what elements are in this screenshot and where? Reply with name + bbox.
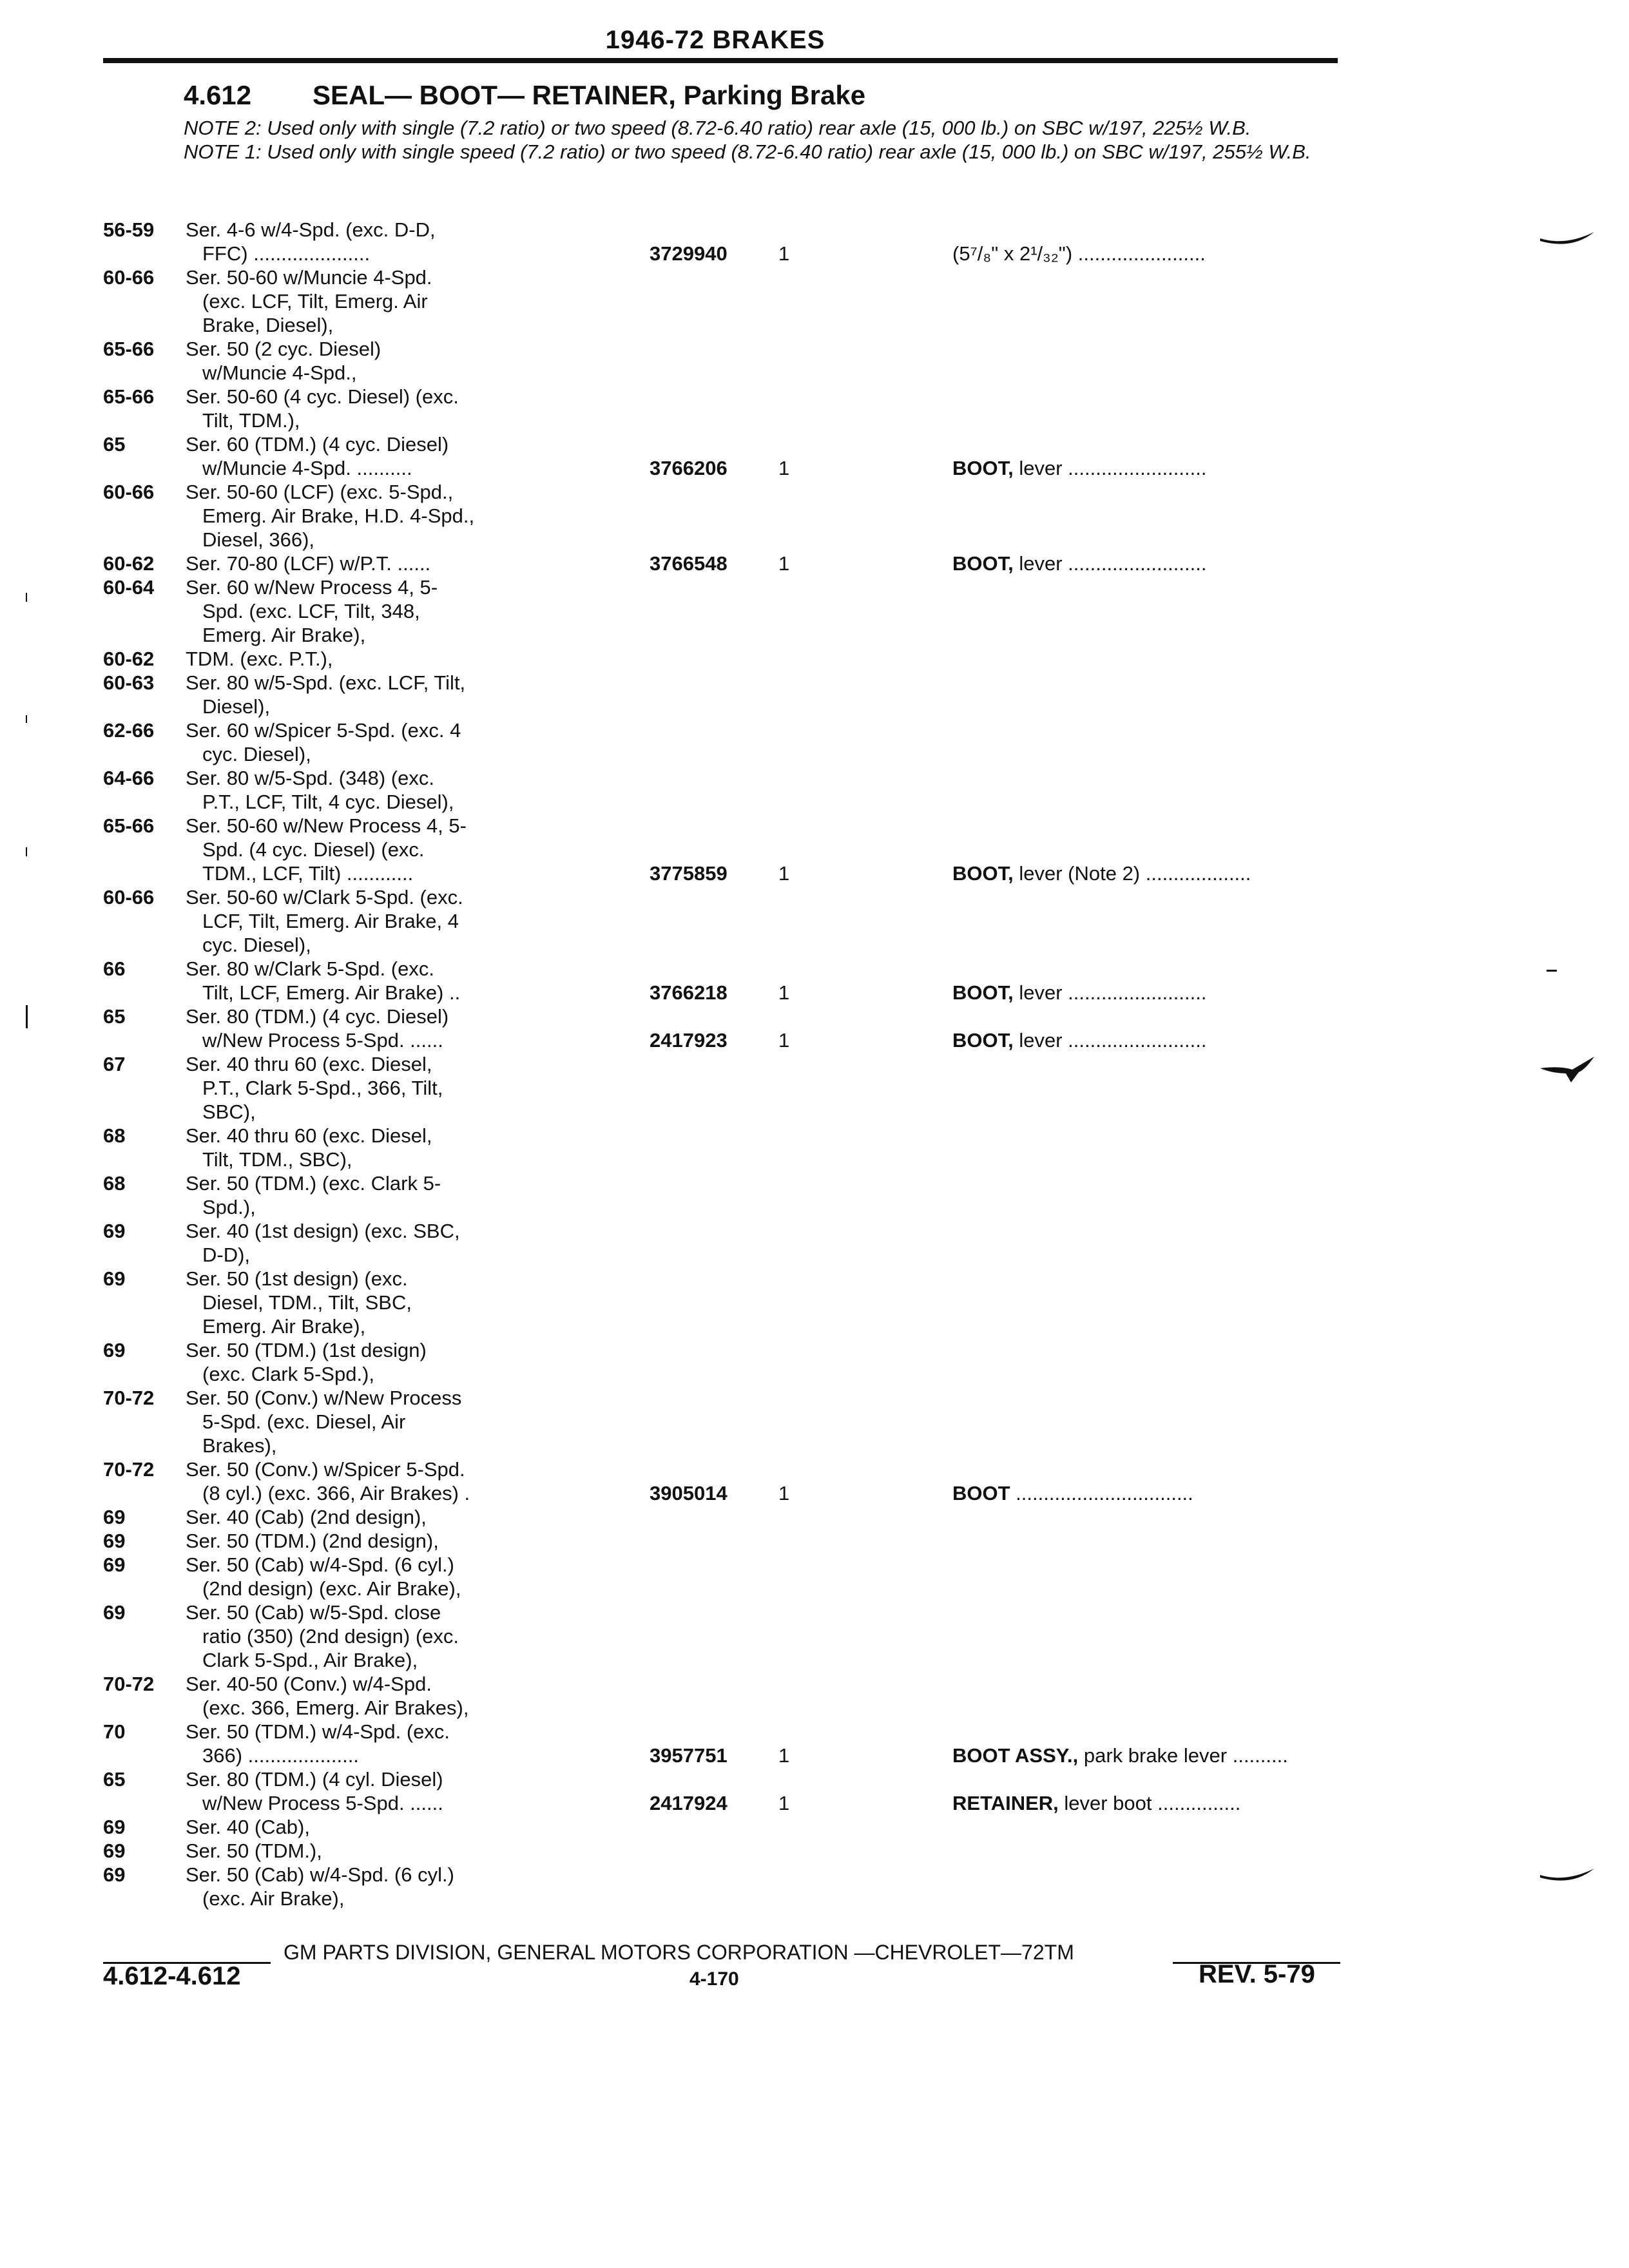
- application-line: Ser. 50 (TDM.) (exc. Clark 5-: [186, 1172, 441, 1195]
- application-line: Ser. 50 (TDM.) w/4-Spd. (exc.: [186, 1720, 450, 1743]
- application-line: Diesel, TDM., Tilt, SBC,: [202, 1291, 412, 1314]
- header-rule: [103, 58, 1338, 63]
- row-part-number: 3766206: [650, 457, 728, 479]
- description-keyword: BOOT,: [952, 981, 1014, 1004]
- row-years: 69: [103, 1267, 126, 1290]
- row-application: [186, 1457, 637, 1505]
- application-line: SBC),: [202, 1100, 256, 1123]
- footer-section-range: 4.612-4.612: [103, 1962, 241, 1990]
- description-keyword: BOOT ASSY.,: [952, 1744, 1079, 1767]
- row-description: [952, 242, 1347, 265]
- row-application: [186, 1219, 637, 1267]
- row-application: [186, 814, 637, 885]
- description-keyword: BOOT,: [952, 457, 1014, 479]
- row-application: [186, 718, 637, 766]
- table-row: [103, 1052, 1347, 1124]
- table-row: [103, 218, 1347, 265]
- row-application: [186, 1505, 637, 1529]
- application-line: Ser. 80 w/5-Spd. (exc. LCF, Tilt,: [186, 671, 466, 694]
- application-line: Ser. 40 (1st design) (exc. SBC,: [186, 1220, 460, 1242]
- table-row: [103, 814, 1347, 885]
- note-1: NOTE 1: Used only with single speed (7.2 ratio) or two speed (8.72-6.40 ratio) rear axle (15, 000 lb.) on SBC w/197, 255½ W.B.: [184, 140, 1311, 163]
- row-application: [186, 1004, 637, 1052]
- description-text: ................................: [1010, 1482, 1193, 1504]
- application-line: 366) ....................: [202, 1744, 359, 1767]
- application-line: Ser. 60 w/Spicer 5-Spd. (exc. 4: [186, 719, 461, 742]
- table-row: [103, 1815, 1347, 1839]
- description-keyword: BOOT,: [952, 862, 1014, 885]
- description-text: lever .........................: [1013, 981, 1207, 1004]
- row-application: [186, 1839, 637, 1863]
- row-application: [186, 957, 637, 1004]
- row-years: 66: [103, 957, 126, 980]
- row-years: 69: [103, 1553, 126, 1576]
- row-application: [186, 552, 637, 575]
- application-line: w/Muncie 4-Spd. ..........: [202, 457, 412, 479]
- row-quantity: 1: [778, 552, 790, 575]
- description-text: park brake lever ..........: [1078, 1744, 1288, 1767]
- row-application: [186, 1267, 637, 1338]
- scan-mark: [26, 847, 27, 856]
- application-line: Ser. 50-60 (4 cyc. Diesel) (exc.: [186, 385, 459, 408]
- footer-page-number: 4-170: [689, 1968, 739, 1990]
- row-years: 70-72: [103, 1458, 155, 1481]
- application-line: w/New Process 5-Spd. ......: [202, 1029, 443, 1052]
- application-line: Diesel),: [202, 695, 271, 718]
- row-application: [186, 480, 637, 552]
- section-number: 4.612: [184, 80, 252, 110]
- application-line: Ser. 40 (Cab),: [186, 1816, 310, 1838]
- table-row: [103, 1767, 1347, 1815]
- application-line: Spd. (exc. LCF, Tilt, 348,: [202, 600, 420, 622]
- application-line: Emerg. Air Brake),: [202, 1315, 366, 1338]
- table-row: [103, 385, 1347, 432]
- row-years: 70-72: [103, 1673, 155, 1695]
- row-description: [952, 1744, 1347, 1767]
- application-line: Ser. 50 (Cab) w/5-Spd. close: [186, 1601, 441, 1624]
- row-application: [186, 1124, 637, 1171]
- description-text: lever .........................: [1013, 552, 1207, 575]
- application-line: Emerg. Air Brake, H.D. 4-Spd.,: [202, 505, 475, 527]
- table-row: [103, 1863, 1347, 1910]
- row-application: [186, 766, 637, 814]
- application-line: Ser. 50-60 w/New Process 4, 5-: [186, 814, 467, 837]
- table-row: [103, 1457, 1347, 1505]
- application-line: Ser. 40-50 (Conv.) w/4-Spd.: [186, 1673, 432, 1695]
- scan-mark: [26, 1005, 28, 1028]
- application-line: Ser. 50 (TDM.) (1st design): [186, 1339, 427, 1361]
- row-years: 69: [103, 1339, 126, 1361]
- row-quantity: 1: [778, 242, 790, 265]
- row-years: 68: [103, 1124, 126, 1147]
- application-line: Spd.),: [202, 1196, 256, 1218]
- table-row: [103, 1553, 1347, 1600]
- application-line: Ser. 50 (1st design) (exc.: [186, 1267, 408, 1290]
- row-part-number: 3766218: [650, 981, 728, 1004]
- application-line: Emerg. Air Brake),: [202, 624, 366, 646]
- application-line: Ser. 50 (TDM.) (2nd design),: [186, 1530, 439, 1552]
- application-line: Ser. 50 (2 cyc. Diesel): [186, 338, 381, 360]
- row-application: [186, 1600, 637, 1672]
- row-quantity: 1: [778, 1792, 790, 1814]
- application-line: Ser. 80 w/5-Spd. (348) (exc.: [186, 767, 434, 789]
- table-row: [103, 1386, 1347, 1457]
- row-description: [952, 981, 1347, 1004]
- row-years: 67: [103, 1053, 126, 1075]
- description-text: lever boot ...............: [1058, 1792, 1241, 1814]
- row-years: 69: [103, 1530, 126, 1552]
- table-row: [103, 575, 1347, 647]
- row-part-number: 3766548: [650, 552, 728, 575]
- table-row: [103, 766, 1347, 814]
- row-years: 65: [103, 1768, 126, 1791]
- row-application: [186, 337, 637, 385]
- application-line: Ser. 50-60 w/Clark 5-Spd. (exc.: [186, 886, 463, 908]
- application-line: Ser. 50-60 (LCF) (exc. 5-Spd.,: [186, 481, 454, 503]
- application-line: Ser. 50 (Cab) w/4-Spd. (6 cyl.): [186, 1863, 454, 1886]
- table-row: [103, 480, 1347, 552]
- row-application: [186, 885, 637, 957]
- row-application: [186, 1863, 637, 1910]
- table-row: [103, 265, 1347, 337]
- table-row: [103, 337, 1347, 385]
- table-row: [103, 1505, 1347, 1529]
- application-line: Clark 5-Spd., Air Brake),: [202, 1649, 418, 1671]
- row-years: 60-66: [103, 266, 155, 289]
- application-line: Tilt, TDM.),: [202, 409, 300, 432]
- application-line: Ser. 50 (Conv.) w/New Process: [186, 1387, 462, 1409]
- table-row: [103, 1219, 1347, 1267]
- description-keyword: BOOT,: [952, 1029, 1014, 1052]
- application-line: ratio (350) (2nd design) (exc.: [202, 1625, 459, 1648]
- description-text: (5⁷/₈" x 2¹/₃₂") .......................: [952, 242, 1206, 265]
- application-line: P.T., LCF, Tilt, 4 cyc. Diesel),: [202, 791, 454, 813]
- application-line: w/New Process 5-Spd. ......: [202, 1792, 443, 1814]
- row-quantity: 1: [778, 457, 790, 479]
- row-quantity: 1: [778, 1482, 790, 1504]
- row-application: [186, 1815, 637, 1839]
- table-row: [103, 552, 1347, 575]
- row-quantity: 1: [778, 981, 790, 1004]
- row-part-number: 2417923: [650, 1029, 728, 1052]
- row-years: 70: [103, 1720, 126, 1743]
- table-row: [103, 1338, 1347, 1386]
- row-years: 69: [103, 1506, 126, 1528]
- application-line: cyc. Diesel),: [202, 743, 311, 765]
- row-years: 69: [103, 1863, 126, 1886]
- table-row: [103, 1124, 1347, 1171]
- table-row: [103, 1600, 1347, 1672]
- application-line: (exc. LCF, Tilt, Emerg. Air: [202, 290, 428, 312]
- application-line: Ser. 80 (TDM.) (4 cyc. Diesel): [186, 1005, 449, 1028]
- row-years: 60-63: [103, 671, 155, 694]
- application-line: Ser. 80 (TDM.) (4 cyl. Diesel): [186, 1768, 443, 1791]
- application-line: Ser. 50-60 w/Muncie 4-Spd.: [186, 266, 432, 289]
- row-description: [952, 456, 1347, 480]
- row-years: 60-66: [103, 481, 155, 503]
- application-line: Ser. 40 thru 60 (exc. Diesel,: [186, 1053, 432, 1075]
- row-years: 70-72: [103, 1387, 155, 1409]
- row-years: 69: [103, 1601, 126, 1624]
- scan-mark: [1547, 970, 1557, 972]
- row-description: [952, 552, 1347, 575]
- application-line: w/Muncie 4-Spd.,: [202, 361, 357, 384]
- row-description: [952, 1791, 1347, 1815]
- description-text: lever (Note 2) ...................: [1013, 862, 1251, 885]
- row-application: [186, 385, 637, 432]
- table-row: [103, 671, 1347, 718]
- binder-clip-shadow: [1540, 232, 1594, 250]
- row-part-number: 3729940: [650, 242, 728, 265]
- row-application: [186, 1386, 637, 1457]
- section-title: SEAL— BOOT— RETAINER, Parking Brake: [313, 80, 866, 110]
- application-line: Ser. 50 (TDM.),: [186, 1840, 322, 1862]
- table-row: [103, 1171, 1347, 1219]
- table-row: [103, 1529, 1347, 1553]
- application-line: Ser. 40 (Cab) (2nd design),: [186, 1506, 427, 1528]
- binder-clip-shadow: [1540, 1057, 1594, 1082]
- table-row: [103, 432, 1347, 480]
- application-line: Ser. 50 (Cab) w/4-Spd. (6 cyl.): [186, 1553, 454, 1576]
- application-line: Ser. 80 w/Clark 5-Spd. (exc.: [186, 957, 434, 980]
- application-line: 5-Spd. (exc. Diesel, Air: [202, 1410, 406, 1433]
- notes-block: [184, 116, 1318, 164]
- application-line: LCF, Tilt, Emerg. Air Brake, 4: [202, 910, 459, 932]
- row-quantity: 1: [778, 1744, 790, 1767]
- row-description: [952, 1028, 1347, 1052]
- row-application: [186, 432, 637, 480]
- description-keyword: BOOT,: [952, 552, 1014, 575]
- application-line: Ser. 60 (TDM.) (4 cyc. Diesel): [186, 433, 449, 456]
- application-line: Tilt, LCF, Emerg. Air Brake) ..: [202, 981, 461, 1004]
- row-application: [186, 647, 637, 671]
- row-years: 65-66: [103, 814, 155, 837]
- row-part-number: 2417924: [650, 1792, 728, 1814]
- table-row: [103, 1839, 1347, 1863]
- row-application: [186, 671, 637, 718]
- row-years: 62-66: [103, 719, 155, 742]
- application-line: TDM. (exc. P.T.),: [186, 648, 333, 670]
- row-years: 68: [103, 1172, 126, 1195]
- application-line: Brakes),: [202, 1434, 277, 1457]
- application-line: Tilt, TDM., SBC),: [202, 1148, 352, 1171]
- table-row: [103, 957, 1347, 1004]
- application-line: Diesel, 366),: [202, 528, 315, 551]
- parts-list: [103, 218, 1347, 1910]
- row-description: [952, 1481, 1347, 1505]
- row-part-number: 3957751: [650, 1744, 728, 1767]
- description-keyword: BOOT: [952, 1482, 1010, 1504]
- table-row: [103, 1720, 1347, 1767]
- description-text: lever .........................: [1013, 457, 1207, 479]
- application-line: Ser. 60 w/New Process 4, 5-: [186, 576, 438, 599]
- row-application: [186, 1529, 637, 1553]
- footer-revision: REV. 5-79: [1199, 1960, 1315, 1988]
- row-part-number: 3905014: [650, 1482, 728, 1504]
- application-line: FFC) .....................: [202, 242, 371, 265]
- application-line: Ser. 70-80 (LCF) w/P.T. ......: [186, 552, 431, 575]
- table-row: [103, 1672, 1347, 1720]
- row-application: [186, 1171, 637, 1219]
- table-row: [103, 1004, 1347, 1052]
- application-line: Spd. (4 cyc. Diesel) (exc.: [202, 838, 425, 861]
- application-line: P.T., Clark 5-Spd., 366, Tilt,: [202, 1077, 443, 1099]
- row-years: 60-64: [103, 576, 155, 599]
- row-quantity: 1: [778, 1029, 790, 1052]
- scan-mark: [26, 715, 27, 723]
- row-part-number: 3775859: [650, 862, 728, 885]
- row-years: 69: [103, 1840, 126, 1862]
- description-keyword: RETAINER,: [952, 1792, 1059, 1814]
- row-application: [186, 1720, 637, 1767]
- description-text: lever .........................: [1013, 1029, 1207, 1052]
- application-line: TDM., LCF, Tilt) ............: [202, 862, 414, 885]
- row-years: 60-66: [103, 886, 155, 908]
- row-years: 60-62: [103, 648, 155, 670]
- row-years: 56-59: [103, 218, 155, 241]
- row-application: [186, 265, 637, 337]
- application-line: (2nd design) (exc. Air Brake),: [202, 1577, 461, 1600]
- application-line: cyc. Diesel),: [202, 934, 311, 956]
- scan-mark: [26, 593, 27, 602]
- section-heading: [184, 80, 865, 111]
- note-2: NOTE 2: Used only with single (7.2 ratio) or two speed (8.72-6.40 ratio) rear axle (15, 000 lb.) on SBC w/197, 225½ W.B.: [184, 117, 1251, 139]
- row-years: 65-66: [103, 385, 155, 408]
- row-application: [186, 1672, 637, 1720]
- row-application: [186, 1052, 637, 1124]
- row-application: [186, 575, 637, 647]
- row-years: 65-66: [103, 338, 155, 360]
- table-row: [103, 647, 1347, 671]
- table-row: [103, 1267, 1347, 1338]
- application-line: (exc. Air Brake),: [202, 1887, 345, 1910]
- application-line: D-D),: [202, 1244, 251, 1266]
- application-line: Brake, Diesel),: [202, 314, 334, 336]
- row-years: 69: [103, 1816, 126, 1838]
- row-application: [186, 218, 637, 265]
- application-line: (exc. 366, Emerg. Air Brakes),: [202, 1696, 469, 1719]
- row-application: [186, 1553, 637, 1600]
- application-line: Ser. 4-6 w/4-Spd. (exc. D-D,: [186, 218, 436, 241]
- row-application: [186, 1338, 637, 1386]
- row-years: 65: [103, 1005, 126, 1028]
- table-row: [103, 718, 1347, 766]
- footer-corporation: GM PARTS DIVISION, GENERAL MOTORS CORPORATION —CHEVROLET—72TM: [284, 1941, 1074, 1964]
- row-quantity: 1: [778, 862, 790, 885]
- application-line: (exc. Clark 5-Spd.),: [202, 1363, 375, 1385]
- row-description: [952, 861, 1347, 885]
- application-line: Ser. 40 thru 60 (exc. Diesel,: [186, 1124, 432, 1147]
- row-years: 60-62: [103, 552, 155, 575]
- row-application: [186, 1767, 637, 1815]
- application-line: (8 cyl.) (exc. 366, Air Brakes) .: [202, 1482, 470, 1504]
- application-line: Ser. 50 (Conv.) w/Spicer 5-Spd.: [186, 1458, 465, 1481]
- binder-clip-shadow: [1540, 1869, 1594, 1887]
- row-years: 65: [103, 433, 126, 456]
- row-years: 64-66: [103, 767, 155, 789]
- row-years: 69: [103, 1220, 126, 1242]
- table-row: [103, 885, 1347, 957]
- page-header-title: 1946-72 BRAKES: [605, 26, 825, 54]
